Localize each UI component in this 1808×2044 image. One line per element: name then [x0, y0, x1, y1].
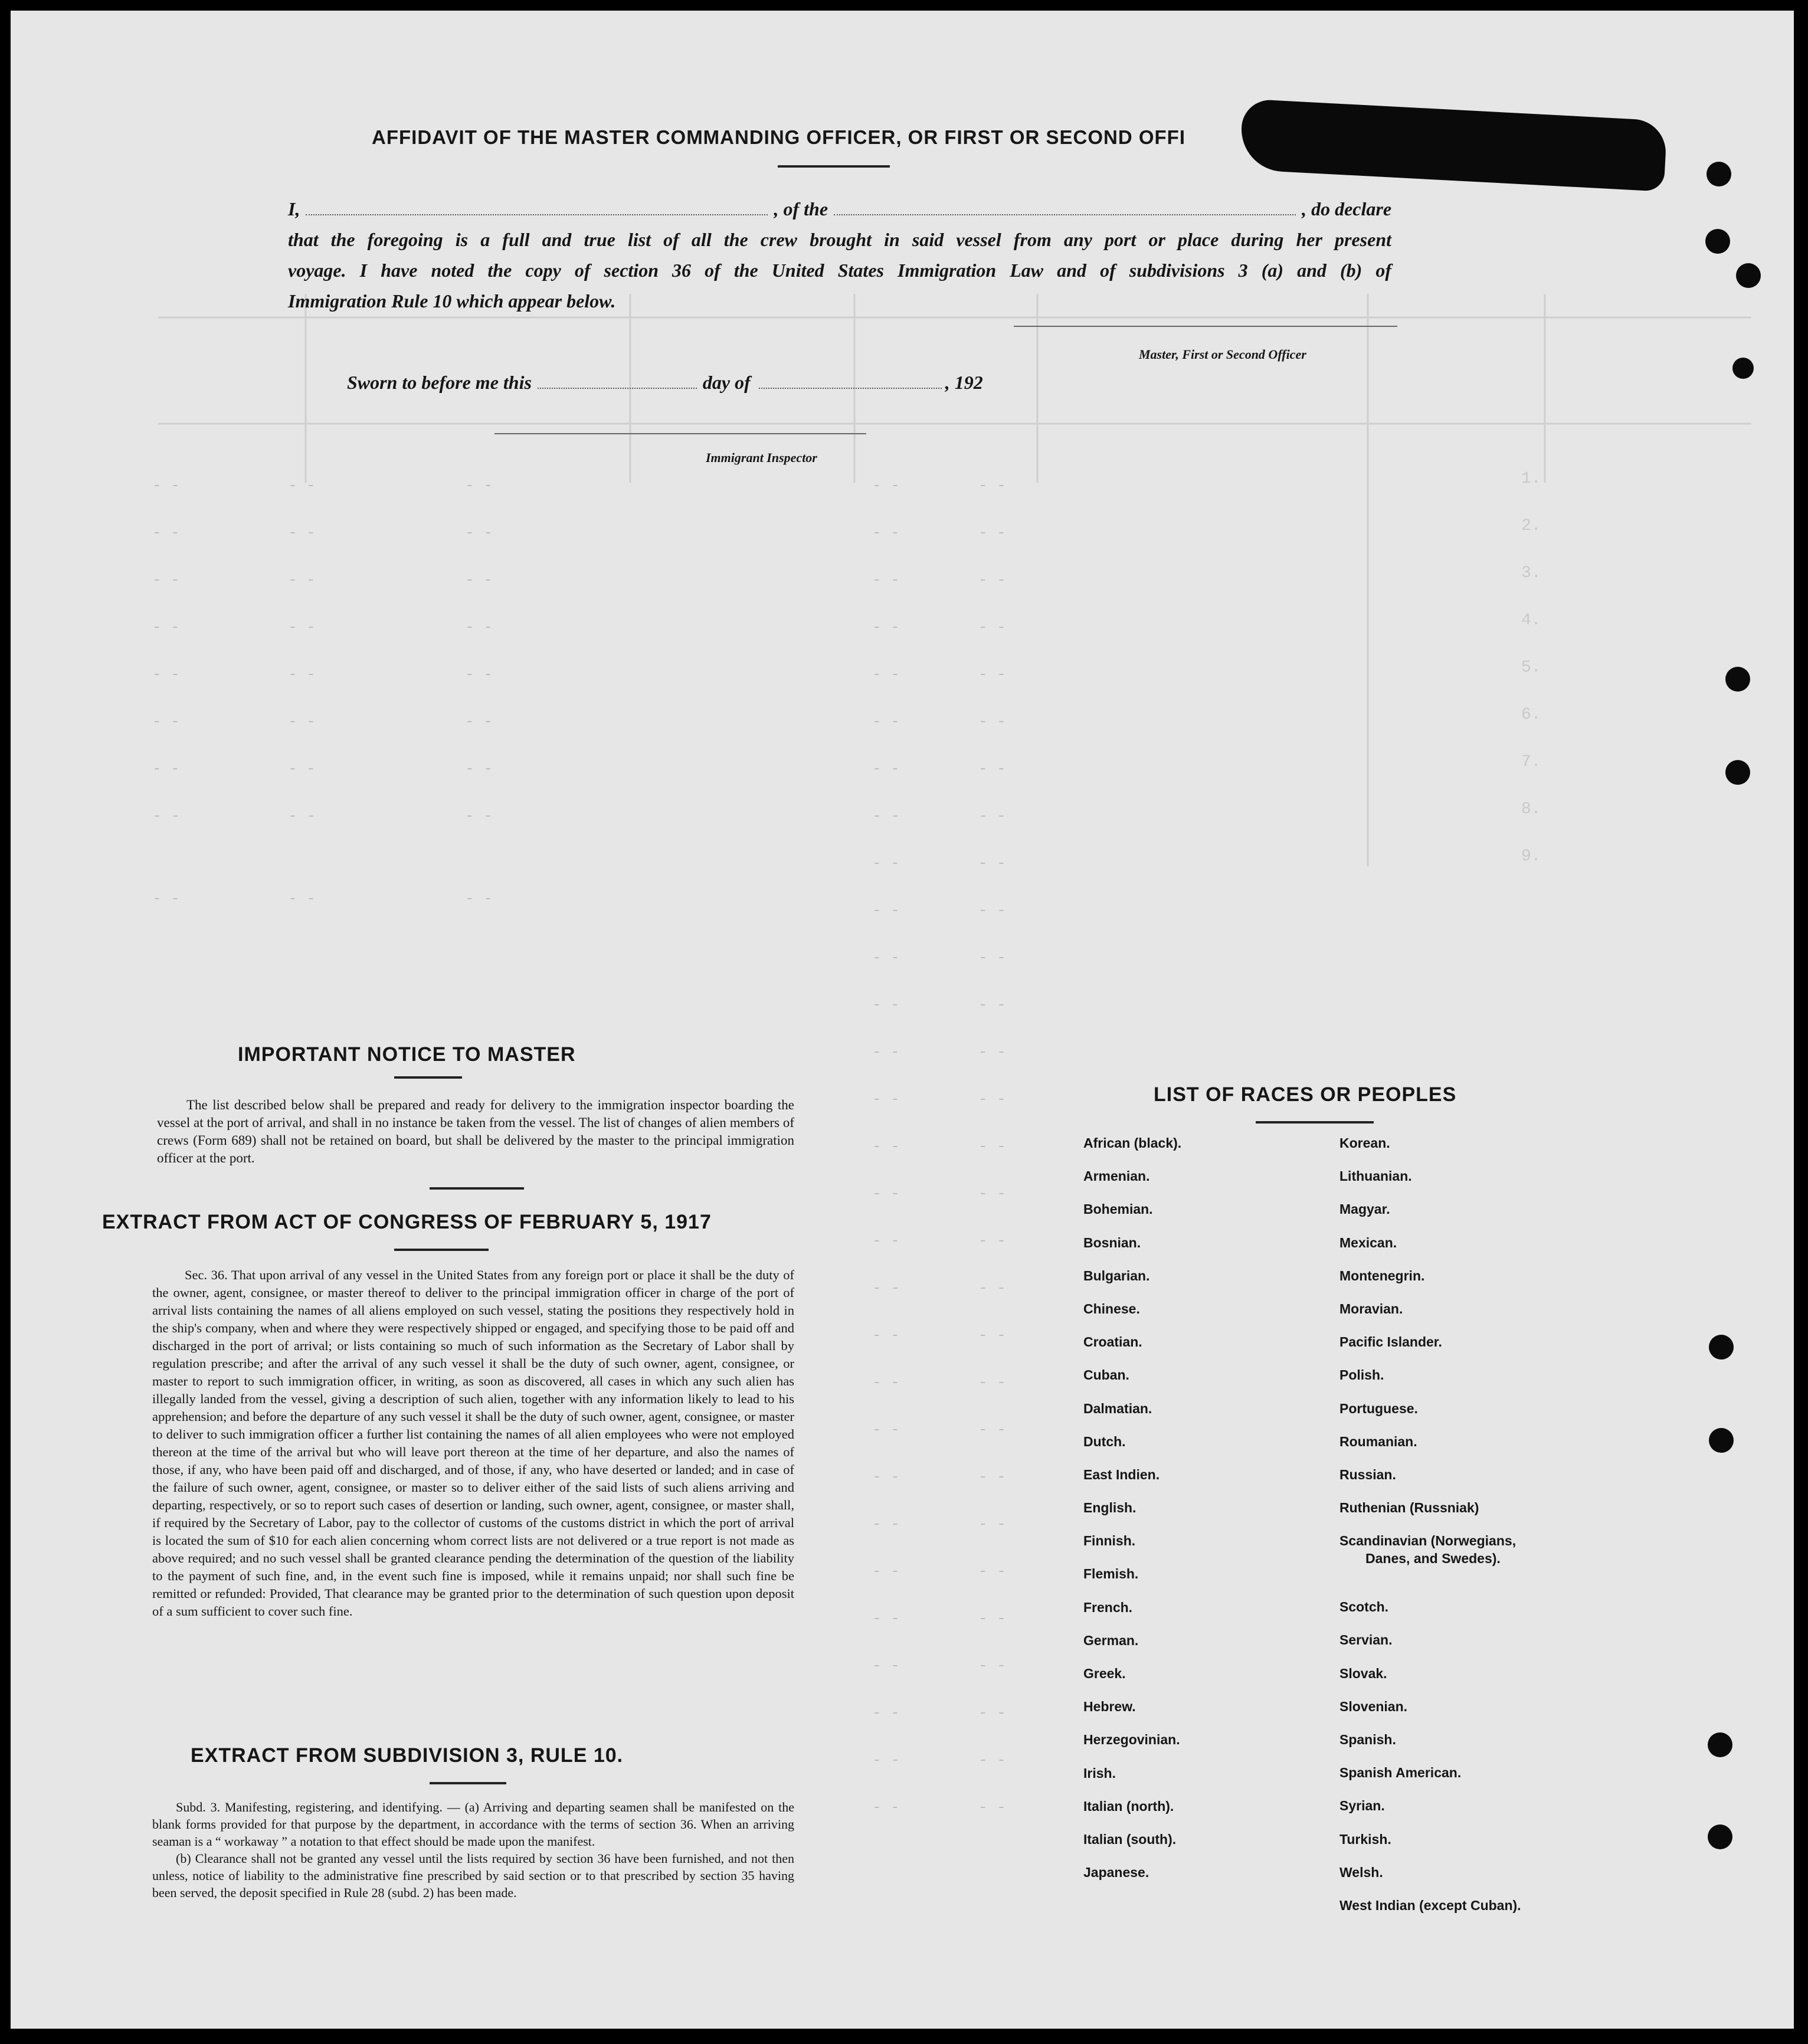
punch-hole: [1707, 162, 1731, 186]
affidavit-text: [288, 194, 1391, 316]
race-label: Moravian.: [1339, 1301, 1403, 1316]
race-label: West Indian (except Cuban).: [1339, 1897, 1521, 1913]
rule-title: EXTRACT FROM SUBDIVISION 3, RULE 10.: [191, 1744, 624, 1767]
svg-text:- -: - -: [872, 1657, 900, 1675]
svg-text:- -: - -: [872, 1090, 900, 1108]
race-label: Mexican.: [1339, 1234, 1397, 1250]
svg-text:- -: - -: [288, 618, 316, 636]
punch-hole: [1708, 1824, 1732, 1849]
race-item: [1083, 1565, 1181, 1598]
svg-text:- -: - -: [978, 1138, 1006, 1155]
svg-text:- -: - -: [872, 854, 900, 872]
race-item: [1083, 1499, 1181, 1532]
svg-text:- -: - -: [288, 524, 316, 542]
sworn-month-field[interactable]: [759, 372, 942, 389]
race-label: Spanish American.: [1339, 1765, 1462, 1781]
race-label: Bosnian.: [1083, 1234, 1141, 1250]
svg-text:5.: 5.: [1521, 659, 1541, 677]
svg-text:- -: - -: [872, 666, 900, 683]
svg-text:6.: 6.: [1521, 706, 1541, 724]
svg-text:- -: - -: [152, 890, 180, 908]
race-label: Flemish.: [1083, 1566, 1139, 1582]
svg-text:- -: - -: [465, 890, 493, 908]
svg-text:9.: 9.: [1521, 847, 1541, 866]
svg-text:- -: - -: [978, 902, 1006, 919]
title-rule: [778, 165, 890, 168]
punch-hole: [1708, 1732, 1732, 1757]
race-item: [1083, 1598, 1181, 1632]
race-label: German.: [1083, 1632, 1139, 1648]
svg-text:- -: - -: [978, 1799, 1006, 1816]
svg-text:- -: - -: [872, 1563, 900, 1580]
svg-text:- -: - -: [288, 890, 316, 908]
punch-hole: [1709, 1335, 1734, 1360]
punch-hole: [1709, 1428, 1734, 1453]
race-label: Armenian.: [1083, 1168, 1150, 1184]
punch-hole: [1725, 667, 1750, 692]
race-label: Croatian.: [1083, 1334, 1142, 1350]
svg-text:- -: - -: [872, 1232, 900, 1250]
svg-text:- -: - -: [152, 618, 180, 636]
race-label: Dutch.: [1083, 1433, 1126, 1449]
race-label: Scotch.: [1339, 1599, 1389, 1615]
race-item: [1339, 1400, 1521, 1433]
svg-text:- -: - -: [978, 1751, 1006, 1769]
declaration-line-3: voyage. I have noted the copy of section 36 of the United States Immigration Law and of subdivisions 3 (a) and (b) of: [288, 260, 1391, 281]
race-label: Korean.: [1339, 1135, 1390, 1151]
race-label: Irish.: [1083, 1765, 1116, 1781]
svg-text:- -: - -: [288, 807, 316, 825]
race-label: French.: [1083, 1599, 1133, 1615]
declarant-prefix: I,: [288, 198, 300, 220]
race-item: [1083, 1731, 1181, 1764]
race-item: [1083, 1665, 1181, 1698]
declaration-line-2: that the foregoing is a full and true list of all the crew brought in said vessel from any port or place during her present: [288, 229, 1391, 250]
race-item: [1083, 1134, 1181, 1167]
race-item: [1339, 1797, 1521, 1830]
svg-text:- -: - -: [978, 1326, 1006, 1344]
svg-text:8.: 8.: [1521, 800, 1541, 818]
race-item: [1339, 1499, 1521, 1532]
race-label: Portuguese.: [1339, 1400, 1418, 1416]
svg-text:3.: 3.: [1521, 564, 1541, 582]
notice-rule: [394, 1076, 462, 1079]
svg-text:- -: - -: [872, 1374, 900, 1391]
race-item: [1339, 1466, 1521, 1499]
svg-text:- -: - -: [978, 1610, 1006, 1627]
sworn-label: Sworn to before me this: [347, 372, 532, 393]
svg-text:- -: - -: [872, 1185, 900, 1203]
race-label: Finnish.: [1083, 1533, 1136, 1549]
notice-title: IMPORTANT NOTICE TO MASTER: [238, 1043, 576, 1066]
svg-text:- -: - -: [872, 1043, 900, 1061]
race-label: Spanish.: [1339, 1732, 1396, 1747]
svg-text:- -: - -: [288, 713, 316, 731]
race-label: Magyar.: [1339, 1201, 1390, 1217]
svg-text:- -: - -: [978, 1563, 1006, 1580]
do-declare-label: , do declare: [1302, 198, 1392, 220]
svg-text:- -: - -: [872, 1704, 900, 1722]
day-of-label: day of: [702, 372, 751, 393]
act-title: EXTRACT FROM ACT OF CONGRESS OF FEBRUARY 5, 1917: [102, 1211, 712, 1233]
svg-text:4.: 4.: [1521, 611, 1541, 630]
race-item: [1339, 1631, 1521, 1664]
svg-text:- -: - -: [978, 1704, 1006, 1722]
race-label: Japanese.: [1083, 1865, 1149, 1881]
svg-text:- -: - -: [288, 477, 316, 494]
race-label: Polish.: [1339, 1367, 1384, 1383]
svg-text:- -: - -: [872, 1751, 900, 1769]
rule-body: [152, 1799, 794, 1901]
svg-text:- -: - -: [465, 666, 493, 683]
race-item: [1083, 1400, 1181, 1433]
race-label: Russian.: [1339, 1466, 1396, 1482]
race-item: [1083, 1333, 1181, 1366]
race-item: [1083, 1167, 1181, 1200]
notice-end-rule: [430, 1187, 524, 1190]
svg-text:- -: - -: [872, 571, 900, 589]
master-caption: Master, First or Second Officer: [1139, 347, 1306, 362]
race-label: Welsh.: [1339, 1864, 1383, 1880]
race-item: [1339, 1333, 1521, 1366]
svg-text:- -: - -: [978, 1374, 1006, 1391]
race-item: [1339, 1200, 1521, 1233]
svg-text:- -: - -: [152, 477, 180, 494]
svg-text:- -: - -: [872, 807, 900, 825]
svg-text:- -: - -: [978, 571, 1006, 589]
svg-text:- -: - -: [872, 760, 900, 778]
rule-rule: [430, 1782, 506, 1784]
race-item: [1083, 1830, 1181, 1863]
svg-text:- -: - -: [978, 1279, 1006, 1297]
race-item: [1083, 1466, 1181, 1499]
sworn-day-field[interactable]: [538, 372, 697, 389]
svg-text:- -: - -: [978, 1515, 1006, 1533]
punch-hole: [1732, 358, 1754, 379]
inspector-signature-line[interactable]: [494, 432, 866, 434]
race-label-continuation: Danes, and Swedes).: [1365, 1551, 1501, 1567]
race-label: Herzegovinian.: [1083, 1732, 1180, 1748]
race-label: Montenegrin.: [1339, 1267, 1425, 1283]
svg-text:- -: - -: [872, 1468, 900, 1486]
svg-text:- -: - -: [978, 949, 1006, 967]
svg-text:- -: - -: [978, 760, 1006, 778]
punch-hole: [1725, 760, 1750, 785]
svg-text:- -: - -: [872, 1421, 900, 1439]
race-item: [1339, 1234, 1521, 1267]
svg-text:- -: - -: [152, 807, 180, 825]
race-item: [1339, 1731, 1521, 1764]
race-label: Turkish.: [1339, 1831, 1391, 1847]
svg-text:- -: - -: [978, 854, 1006, 872]
document-page: [11, 11, 1794, 2029]
rule-para-b: (b) Clearance shall not be granted any vessel until the lists required by section 36 have been furnished, and not then unless, notice of liability to the administrative fine prescribed by said section or to that prescribed by section 35 having been served, the deposit specified in Rule 28 (subd. 2) has been made.: [152, 1851, 794, 1900]
race-item: [1083, 1200, 1181, 1233]
races-left-column: [1083, 1134, 1181, 1896]
svg-text:- -: - -: [288, 666, 316, 683]
race-label: African (black).: [1083, 1135, 1182, 1151]
notice-body: The list described below shall be prepared and ready for delivery to the immigration inspector boarding the vessel at the port of arrival, and shall in no instance be taken from the vessel. The list of changes of alien members of crews (Form 689) shall not be retained on board, but shall be delivered by the master to the principal immigration officer at the port.: [157, 1098, 794, 1165]
race-item: [1083, 1764, 1181, 1797]
svg-text:- -: - -: [465, 571, 493, 589]
svg-text:- -: - -: [978, 807, 1006, 825]
svg-text:- -: - -: [978, 1232, 1006, 1250]
race-item: [1339, 1300, 1521, 1333]
declaration-line-4: Immigration Rule 10 which appear below.: [288, 290, 616, 312]
svg-text:7.: 7.: [1521, 753, 1541, 771]
svg-text:- -: - -: [978, 1185, 1006, 1203]
svg-text:- -: - -: [465, 807, 493, 825]
svg-text:- -: - -: [465, 760, 493, 778]
punch-hole: [1705, 229, 1730, 254]
race-item: [1083, 1300, 1181, 1333]
race-item: [1339, 1598, 1521, 1631]
svg-text:- -: - -: [872, 902, 900, 919]
svg-text:- -: - -: [872, 713, 900, 731]
race-label: Ruthenian (Russniak): [1339, 1500, 1479, 1516]
declarant-name-field[interactable]: [306, 196, 768, 215]
race-item: [1339, 1267, 1521, 1300]
of-the-label: , of the: [774, 198, 828, 220]
race-label: Scandinavian (Norwegians,: [1339, 1533, 1517, 1549]
svg-text:- -: - -: [978, 1421, 1006, 1439]
rule-para-a: Subd. 3. Manifesting, registering, and identifying. — (a) Arriving and departing seamen shall be manifested on the blank forms provided for that purpose by the department, in accordance with the terms of section 36. When an arriving seaman is a “ workaway ” a notation to that effect should be made upon the manifest.: [152, 1800, 794, 1849]
race-item: [1083, 1797, 1181, 1830]
svg-text:- -: - -: [288, 571, 316, 589]
race-item: [1339, 1366, 1521, 1399]
race-label: Servian.: [1339, 1632, 1393, 1648]
race-label: Italian (north).: [1083, 1798, 1174, 1814]
race-item: [1339, 1896, 1521, 1930]
race-label: Dalmatian.: [1083, 1400, 1152, 1416]
svg-text:- -: - -: [872, 1515, 900, 1533]
vessel-name-field[interactable]: [834, 196, 1296, 215]
svg-text:- -: - -: [465, 713, 493, 731]
act-body: Sec. 36. That upon arrival of any vessel in the United States from any foreign port or place it shall be the duty of the owner, agent, consignee, or master thereof to deliver to the principal immigration officer in charge of the port of arrival lists containing the names of all aliens employed on such vessel, stating the positions they respectively hold in the ship's company, when and where they were respectively shipped or engaged, and specifying those to be paid off and discharged in the port of arrival; or lists containing so much of such information as the Secretary of Labor shall by regulation prescribe; and after the arrival of any such vessel it shall be the duty of such owner, agent, consignee, or master to report to such immigration officer, in writing, as soon as discovered, all cases in which any such alien has illegally landed from the vessel, giving a description of such alien, together with any information likely to lead to his apprehension; and before the departure of any such vessel it shall be the duty of such owner, agent, consignee, or master to deliver to such immigration officer a further list containing the names of all alien employees who were not employed thereon at the time of the arrival but who will leave port thereon at the time of her departure, and also the names of those, if any, who have been paid off and discharged, and of those, if any, who have deserted or landed; and in case of the failure of such owner, agent, consignee, or master so to deliver either of the said lists of such aliens arriving and departing, respectively, or so to report such cases of desertion or landing, such owner, agent, consignee, or master shall, if required by the Secretary of Labor, pay to the collector of customs of the customs district in which the port of arrival is located the sum of $10 for each alien concerning whom correct lists are not delivered or a true report is not made as above required; and no such vessel shall be granted clearance pending the determination of the question of the liability to the payment of such fine, and, in the event such fine is imposed, while it remains unpaid; nor shall such fine be remitted or refunded: Provided, That clearance may be granted prior to the determination of such question upon deposit of a sum sufficient to cover such fine.: [152, 1267, 794, 1619]
act-rule: [394, 1249, 489, 1251]
race-label: Cuban.: [1083, 1367, 1129, 1383]
sworn-line: [347, 372, 983, 394]
svg-text:- -: - -: [872, 949, 900, 967]
svg-text:- -: - -: [152, 666, 180, 683]
svg-text:- -: - -: [872, 1138, 900, 1155]
svg-text:- -: - -: [465, 618, 493, 636]
master-signature-line[interactable]: [1014, 325, 1397, 327]
svg-text:1.: 1.: [1521, 470, 1541, 488]
svg-text:- -: - -: [978, 1468, 1006, 1486]
races-title: LIST OF RACES OR PEOPLES: [1154, 1083, 1457, 1106]
svg-text:- -: - -: [872, 1326, 900, 1344]
race-item: [1339, 1433, 1521, 1466]
svg-text:- -: - -: [978, 713, 1006, 731]
race-label: Bohemian.: [1083, 1201, 1153, 1217]
svg-text:- -: - -: [978, 524, 1006, 542]
svg-text:2.: 2.: [1521, 517, 1541, 535]
race-item: [1339, 1167, 1521, 1200]
svg-text:- -: - -: [978, 1090, 1006, 1108]
affidavit-title: AFFIDAVIT OF THE MASTER COMMANDING OFFICER, OR FIRST OR SECOND OFFI: [372, 126, 1186, 148]
race-item: [1083, 1366, 1181, 1399]
svg-text:- -: - -: [152, 760, 180, 778]
year-label: , 192: [945, 372, 983, 393]
race-item: [1339, 1764, 1521, 1797]
svg-text:- -: - -: [872, 477, 900, 494]
races-rule: [1256, 1121, 1374, 1123]
race-item: [1083, 1234, 1181, 1267]
svg-text:- -: - -: [978, 1043, 1006, 1061]
svg-text:- -: - -: [465, 477, 493, 494]
race-label: Slovak.: [1339, 1665, 1387, 1681]
race-item: [1339, 1698, 1521, 1731]
race-item: [1083, 1532, 1181, 1565]
race-label: Pacific Islander.: [1339, 1334, 1442, 1350]
race-label: Italian (south).: [1083, 1831, 1177, 1847]
race-label: Greek.: [1083, 1666, 1126, 1681]
race-label: East Indien.: [1083, 1466, 1160, 1482]
svg-text:- -: - -: [288, 760, 316, 778]
punch-hole: [1736, 263, 1761, 288]
inspector-caption: Immigrant Inspector: [706, 450, 817, 465]
race-item: [1083, 1698, 1181, 1731]
race-item: [1083, 1433, 1181, 1466]
svg-text:- -: - -: [152, 524, 180, 542]
race-label: Lithuanian.: [1339, 1168, 1412, 1184]
declaration-line: [288, 194, 1391, 224]
svg-text:- -: - -: [978, 666, 1006, 683]
race-label: Syrian.: [1339, 1798, 1385, 1814]
svg-text:- -: - -: [978, 1657, 1006, 1675]
race-item: [1083, 1267, 1181, 1300]
race-item: [1339, 1134, 1521, 1167]
svg-text:- -: - -: [872, 1799, 900, 1816]
race-item: [1339, 1532, 1521, 1598]
races-right-column: [1339, 1134, 1521, 1930]
race-label: English.: [1083, 1500, 1136, 1516]
svg-text:- -: - -: [465, 524, 493, 542]
svg-text:- -: - -: [872, 1610, 900, 1627]
race-label: Roumanian.: [1339, 1433, 1417, 1449]
svg-text:- -: - -: [978, 618, 1006, 636]
race-label: Slovenian.: [1339, 1698, 1408, 1714]
svg-text:- -: - -: [978, 477, 1006, 494]
race-item: [1339, 1830, 1521, 1863]
race-item: [1339, 1863, 1521, 1896]
race-item: [1083, 1632, 1181, 1665]
svg-text:- -: - -: [978, 996, 1006, 1014]
race-label: Chinese.: [1083, 1301, 1140, 1316]
svg-text:- -: - -: [872, 996, 900, 1014]
svg-text:- -: - -: [152, 571, 180, 589]
race-item: [1083, 1863, 1181, 1896]
svg-text:- -: - -: [872, 1279, 900, 1297]
svg-text:- -: - -: [872, 524, 900, 542]
race-label: Bulgarian.: [1083, 1267, 1150, 1283]
race-label: Hebrew.: [1083, 1699, 1136, 1715]
race-item: [1339, 1665, 1521, 1698]
svg-text:- -: - -: [152, 713, 180, 731]
svg-text:- -: - -: [872, 618, 900, 636]
